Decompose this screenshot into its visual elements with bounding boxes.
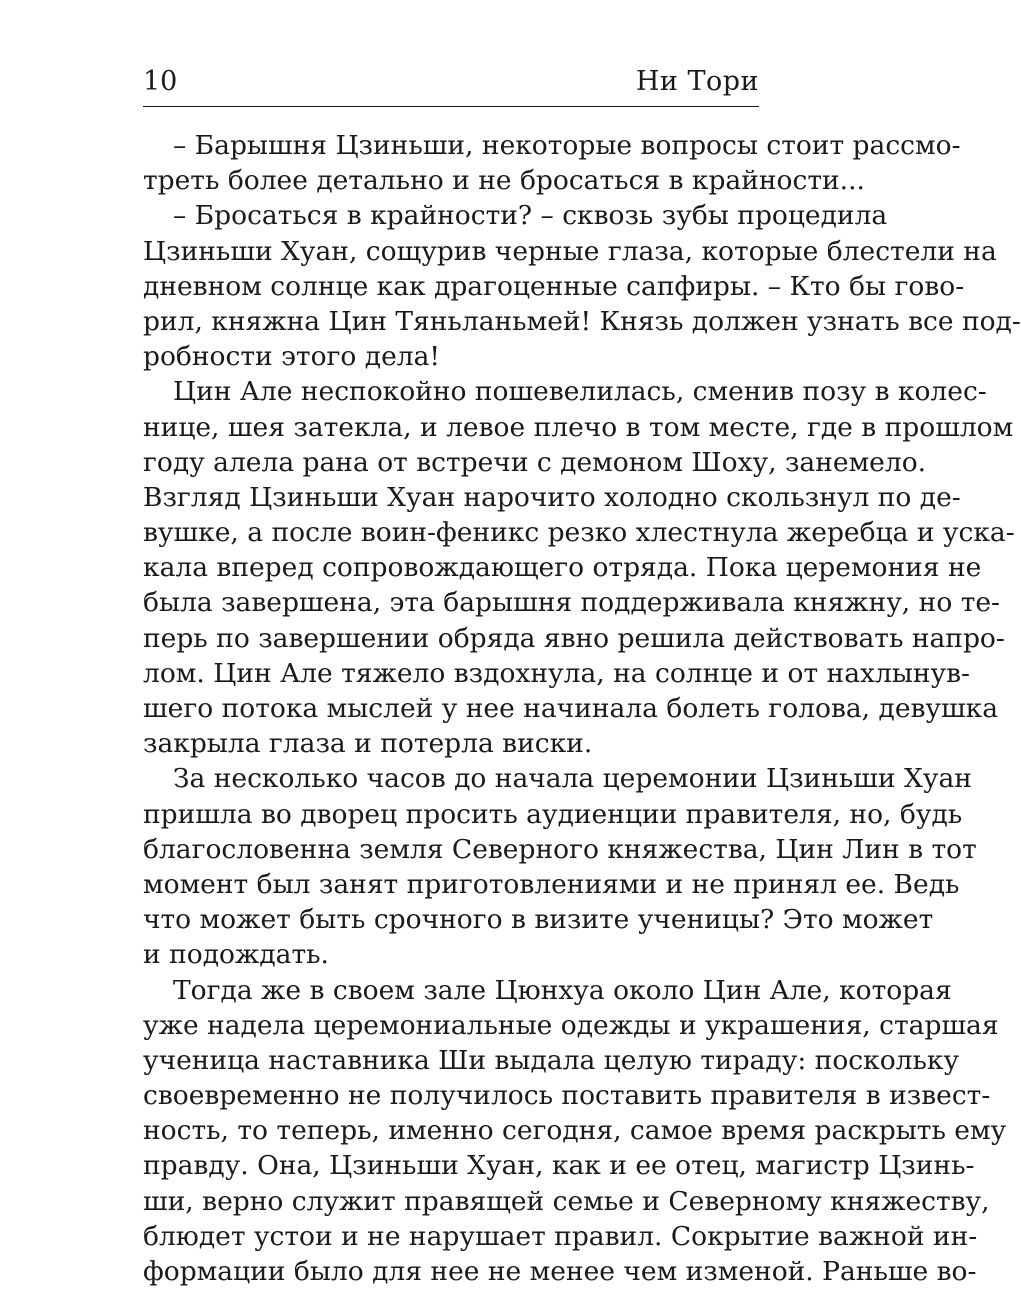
text-line: Цзиньши Хуан, сощурив черные глаза, которые блестели на <box>143 235 997 267</box>
text-line: Взгляд Цзиньши Хуан нарочито холодно скользнул по де- <box>143 481 961 513</box>
text-line: блюдет устои и не нарушает правил. Сокрытие важной ин- <box>143 1220 978 1252</box>
body-text <box>143 128 1021 1289</box>
page-number: 10 <box>143 66 178 97</box>
page-header <box>143 64 759 104</box>
text-line: лом. Цин Але тяжело вздохнула, на солнце и от нахлынув- <box>143 657 970 689</box>
text-line: и подождать. <box>143 939 329 971</box>
text-line: правду. Она, Цзиньши Хуан, как и ее отец, магистр Цзинь- <box>143 1150 975 1182</box>
text-line: шего потока мыслей у нее начинала болеть голова, девушка <box>143 693 999 724</box>
text-line: перь по завершении обряда явно решила действовать напро- <box>143 622 1005 654</box>
running-title: Ни Тори <box>635 66 759 97</box>
text-line: своевременно не получилось поставить правителя в извест- <box>143 1080 991 1112</box>
text-line: Цин Але неспокойно пошевелилась, сменив позу в колес- <box>173 376 987 408</box>
text-line: момент был занят приготовлениями и не принял ее. Ведь <box>143 868 960 900</box>
text-line: нице, шея затекла, и левое плечо в том месте, где в прошлом <box>143 411 1014 443</box>
text-line: дневном солнце как драгоценные сапфиры. – Кто бы гово- <box>143 270 965 302</box>
text-line: закрыла глаза и потерла виски. <box>143 728 593 760</box>
text-line: году алела рана от встречи с демоном Шоху, занемело. <box>143 446 927 478</box>
text-line: ность, то теперь, именно сегодня, самое время раскрыть ему <box>143 1115 1007 1147</box>
text-line: Тогда же в своем зале Цюнхуа около Цин Але, которая <box>173 974 952 1006</box>
text-line: За несколько часов до начала церемонии Цзиньши Хуан <box>173 763 972 795</box>
text-line: треть более детально и не бросаться в крайности... <box>143 165 865 197</box>
text-line: формации было для нее не менее чем изменой. Раньше во- <box>143 1256 977 1287</box>
text-line: ши, верно служит правящей семье и Северному княжеству, <box>143 1185 990 1217</box>
text-line: благословенна земля Северного княжества, Цин Лин в тот <box>143 833 977 865</box>
text-line: кала вперед сопровождающего отряда. Пока церемония не <box>143 552 982 584</box>
text-line: была завершена, эта барышня поддерживала княжну, но те- <box>143 587 1000 619</box>
text-line: робности этого дела! <box>143 341 441 373</box>
text-line: рил, княжна Цин Тяньланьмей! Князь должен узнать все под- <box>143 305 1021 337</box>
text-line: вушке, а после воин-феникс резко хлестнула жеребца и уска- <box>143 517 1015 549</box>
text-line: ученица наставника Ши выдала целую тираду: поскольку <box>143 1044 960 1076</box>
text-line: что может быть срочного в визите ученицы? Это может <box>143 904 934 936</box>
text-line: пришла во дворец просить аудиенции правителя, но, будь <box>143 798 963 830</box>
header-rule <box>143 106 759 107</box>
text-line: – Барышня Цзиньши, некоторые вопросы стоит рассмо- <box>173 130 961 161</box>
text-line: – Бросаться в крайности? – сквозь зубы процедила <box>173 200 888 232</box>
text-line: уже надела церемониальные одежды и украшения, старшая <box>143 1009 999 1041</box>
